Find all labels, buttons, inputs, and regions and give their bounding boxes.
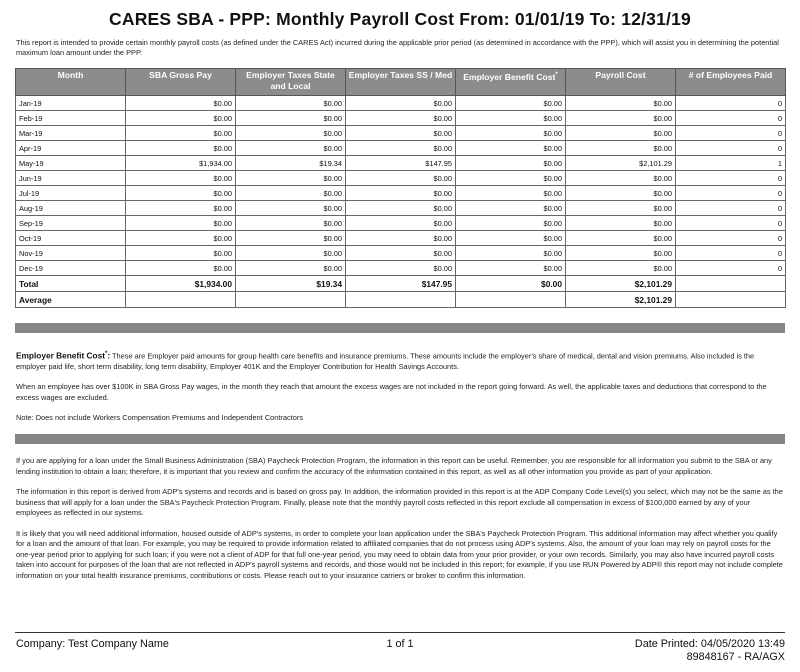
table-cell (346, 292, 456, 308)
table-cell: $0.00 (566, 231, 676, 246)
excess-wages-note: When an employee has over $100K in SBA Gross Pay wages, in the month they reach that amount the excess wages are not included in the report going forward. As well, the applicable taxes and deductions that correspond to the excess wages are excluded. (16, 382, 767, 402)
col-benefit-cost-sup: * (555, 72, 558, 78)
table-cell: 0 (676, 171, 786, 186)
table-cell: $0.00 (346, 96, 456, 111)
table-cell (456, 292, 566, 308)
intro-text: This report is intended to provide certain monthly payroll costs (as defined under the CARES Act) incurred during the applicable prior period (as determined in accordance with the PPP), which will assist you in determining the potential maximum loan amount under the PPP. (16, 38, 779, 57)
date-printed: Date Printed: 04/05/2020 13:49 (634, 638, 785, 650)
table-cell: Nov-19 (16, 246, 126, 261)
table-cell: $147.95 (346, 156, 456, 171)
table-cell: $0.00 (456, 231, 566, 246)
table-row (16, 231, 786, 246)
table-cell: $0.00 (126, 141, 236, 156)
table-row (16, 246, 786, 261)
table-cell (676, 276, 786, 292)
table-cell: $2,101.29 (566, 156, 676, 171)
table-cell: $0.00 (236, 141, 346, 156)
table-cell: $0.00 (566, 171, 676, 186)
table-cell: $0.00 (456, 156, 566, 171)
table-cell: Jan-19 (16, 96, 126, 111)
table-cell: $1,934.00 (126, 156, 236, 171)
table-cell: $147.95 (346, 276, 456, 292)
report-code: 89848167 - RA/AGX (686, 651, 785, 663)
table-cell: $0.00 (236, 261, 346, 276)
table-cell: $0.00 (236, 216, 346, 231)
table-cell: Dec-19 (16, 261, 126, 276)
company-name: Company: Test Company Name (16, 638, 169, 650)
table-cell: $0.00 (566, 111, 676, 126)
benefit-definition (16, 349, 784, 372)
table-cell: $0.00 (126, 261, 236, 276)
table-cell: 0 (676, 246, 786, 261)
table-cell: $0.00 (456, 186, 566, 201)
table-cell: 0 (676, 231, 786, 246)
table-cell: 0 (676, 96, 786, 111)
table-row (16, 96, 786, 111)
table-cell: $0.00 (566, 216, 676, 231)
col-benefit-cost (456, 69, 566, 96)
table-cell (126, 292, 236, 308)
col-taxes-ss-med: Employer Taxes SS / Med (346, 69, 456, 96)
table-cell: $2,101.29 (566, 276, 676, 292)
table-cell: $0.00 (236, 246, 346, 261)
table-cell: $0.00 (126, 246, 236, 261)
table-cell: $0.00 (456, 246, 566, 261)
col-gross-pay: SBA Gross Pay (126, 69, 236, 96)
benefit-heading-sup: * (104, 351, 108, 357)
table-cell: Aug-19 (16, 201, 126, 216)
table-cell: May-19 (16, 156, 126, 171)
disclaimer-paragraph: If you are applying for a loan under the Small Business Administration (SBA) Paycheck Protection Program, the information in this report can be useful. Remember, you are responsible for all information you submit to the SBA or any lending institution to obtain a loan; therefore, it is important that you review and confirm the accuracy of the information contained in this report, as well as all other information you provide as part of your application. (16, 456, 772, 476)
table-cell: 0 (676, 201, 786, 216)
table-cell: Sep-19 (16, 216, 126, 231)
table-cell: $0.00 (456, 111, 566, 126)
col-payroll-cost: Payroll Cost (566, 69, 676, 96)
average-row (16, 292, 786, 308)
table-cell: $0.00 (566, 141, 676, 156)
table-cell: $0.00 (126, 201, 236, 216)
table-cell: $0.00 (456, 276, 566, 292)
table-cell: $0.00 (346, 201, 456, 216)
table-cell: $0.00 (456, 126, 566, 141)
benefit-heading-colon: : (107, 350, 111, 361)
table-cell: Jul-19 (16, 186, 126, 201)
table-cell: Mar-19 (16, 126, 126, 141)
table-cell: $0.00 (236, 171, 346, 186)
table-row (16, 261, 786, 276)
page-number: 1 of 1 (386, 638, 414, 650)
table-row (16, 171, 786, 186)
table-cell: $0.00 (346, 171, 456, 186)
disclaimer-paragraph: It is likely that you will need additional information, housed outside of ADP's systems, in order to complete your loan application under the SBA's Paycheck Protection Program. This additional information may affect whether you qualify for a loan and the amount of that loan. For example, you may be required to provide information related to affiliated companies that do not process using ADP's systems. Also, the amount of your loan may rely on payroll costs for the one-year period prior to applying for such loan; if you were not a client of ADP for that full one-year period, you may need to obtain data from your prior provider, or your own records. Similarly, you may also have incurred payroll costs taken into account for purposes of the loan that are not reflected in ADP's payroll systems and records, and those would not be included in this report; for example, if you use RUN Powered by ADP® this report may not include complete information on your total health insurance premiums, contributions or costs. Please reach out to your insurance carriers or broker to confirm this information. (16, 528, 783, 580)
disclaimer (16, 456, 784, 581)
table-cell: $0.00 (566, 186, 676, 201)
table-cell: $0.00 (126, 216, 236, 231)
table-cell: $19.34 (236, 156, 346, 171)
table-cell: Average (16, 292, 126, 308)
table-cell: $0.00 (456, 141, 566, 156)
col-employees-paid: # of Employees Paid (676, 69, 786, 96)
table-cell: $0.00 (236, 186, 346, 201)
table-cell: $0.00 (566, 246, 676, 261)
table-cell: 0 (676, 186, 786, 201)
payroll-table (15, 68, 786, 308)
total-row (16, 276, 786, 292)
table-cell: $0.00 (236, 111, 346, 126)
section-divider (15, 323, 785, 333)
table-row (16, 111, 786, 126)
table-cell: Oct-19 (16, 231, 126, 246)
table-cell: $0.00 (456, 96, 566, 111)
table-cell: $19.34 (236, 276, 346, 292)
table-cell: 0 (676, 126, 786, 141)
table-cell: $0.00 (346, 246, 456, 261)
col-month: Month (16, 69, 126, 96)
table-cell: $0.00 (346, 231, 456, 246)
table-cell: 0 (676, 261, 786, 276)
table-cell: 1 (676, 156, 786, 171)
table-cell: $0.00 (236, 231, 346, 246)
table-cell: $0.00 (236, 126, 346, 141)
table-cell: $0.00 (236, 96, 346, 111)
col-taxes-state-local: Employer Taxes State and Local (236, 69, 346, 96)
benefit-heading: Employer Benefit Cost (16, 350, 105, 361)
table-cell: $0.00 (456, 261, 566, 276)
table-header-row (16, 69, 786, 96)
footer-rule (15, 632, 785, 633)
table-cell: $0.00 (126, 231, 236, 246)
table-cell: $0.00 (126, 186, 236, 201)
table-cell: $0.00 (456, 201, 566, 216)
table-row (16, 186, 786, 201)
table-cell: $0.00 (126, 96, 236, 111)
table-cell: $0.00 (566, 96, 676, 111)
exclusions-note: Note: Does not include Workers Compensation Premiums and Independent Contractors (16, 413, 304, 423)
table-row (16, 126, 786, 141)
table-cell: $0.00 (346, 111, 456, 126)
table-cell: 0 (676, 216, 786, 231)
table-cell: $0.00 (346, 141, 456, 156)
table-cell: $0.00 (456, 171, 566, 186)
table-cell: $0.00 (566, 201, 676, 216)
table-cell: $0.00 (346, 126, 456, 141)
table-cell: $1,934.00 (126, 276, 236, 292)
table-cell: $0.00 (456, 216, 566, 231)
table-cell: $0.00 (346, 186, 456, 201)
table-cell (236, 292, 346, 308)
table-cell (676, 292, 786, 308)
benefit-text: These are Employer paid amounts for group health care benefits and insurance premiums. These amounts include the employer's share of medical, dental and vision premiums. Also included is the employer paid life, short term disability, long term disability, Employer 401K and the Employer Contribution for Health Savings Accounts. (16, 351, 755, 371)
table-cell: Jun-19 (16, 171, 126, 186)
table-cell: Feb-19 (16, 111, 126, 126)
table-cell: $0.00 (346, 261, 456, 276)
print-info (635, 638, 785, 664)
table-cell: $0.00 (566, 261, 676, 276)
section-divider (15, 434, 785, 444)
col-benefit-cost-label: Employer Benefit Cost (463, 71, 556, 82)
table-cell: Total (16, 276, 126, 292)
table-cell: $0.00 (566, 126, 676, 141)
benefit-note (16, 349, 784, 424)
table-cell: $0.00 (126, 111, 236, 126)
table-row (16, 201, 786, 216)
report-title: CARES SBA - PPP: Monthly Payroll Cost From: 01/01/19 To: 12/31/19 (109, 9, 691, 29)
disclaimer-paragraph: The information in this report is derived from ADP's systems and records and is based on gross pay. In addition, the information provided in this report is at the ADP Company Code Level(s) you select, which may not be the same as the business that will apply for a loan under the SBA's Paycheck Protection Program. Finally, please note that the monthly payroll costs reflected in this report exclude all compensation in excess of $100,000 earned by any of your employees as reflected in our systems. (16, 487, 783, 517)
table-cell: 0 (676, 141, 786, 156)
table-cell: $0.00 (236, 201, 346, 216)
table-cell: $0.00 (126, 171, 236, 186)
table-row (16, 216, 786, 231)
table-row (16, 156, 786, 171)
table-cell: 0 (676, 111, 786, 126)
table-cell: $2,101.29 (566, 292, 676, 308)
table-cell: $0.00 (346, 216, 456, 231)
table-cell: $0.00 (126, 126, 236, 141)
table-cell: Apr-19 (16, 141, 126, 156)
table-row (16, 141, 786, 156)
